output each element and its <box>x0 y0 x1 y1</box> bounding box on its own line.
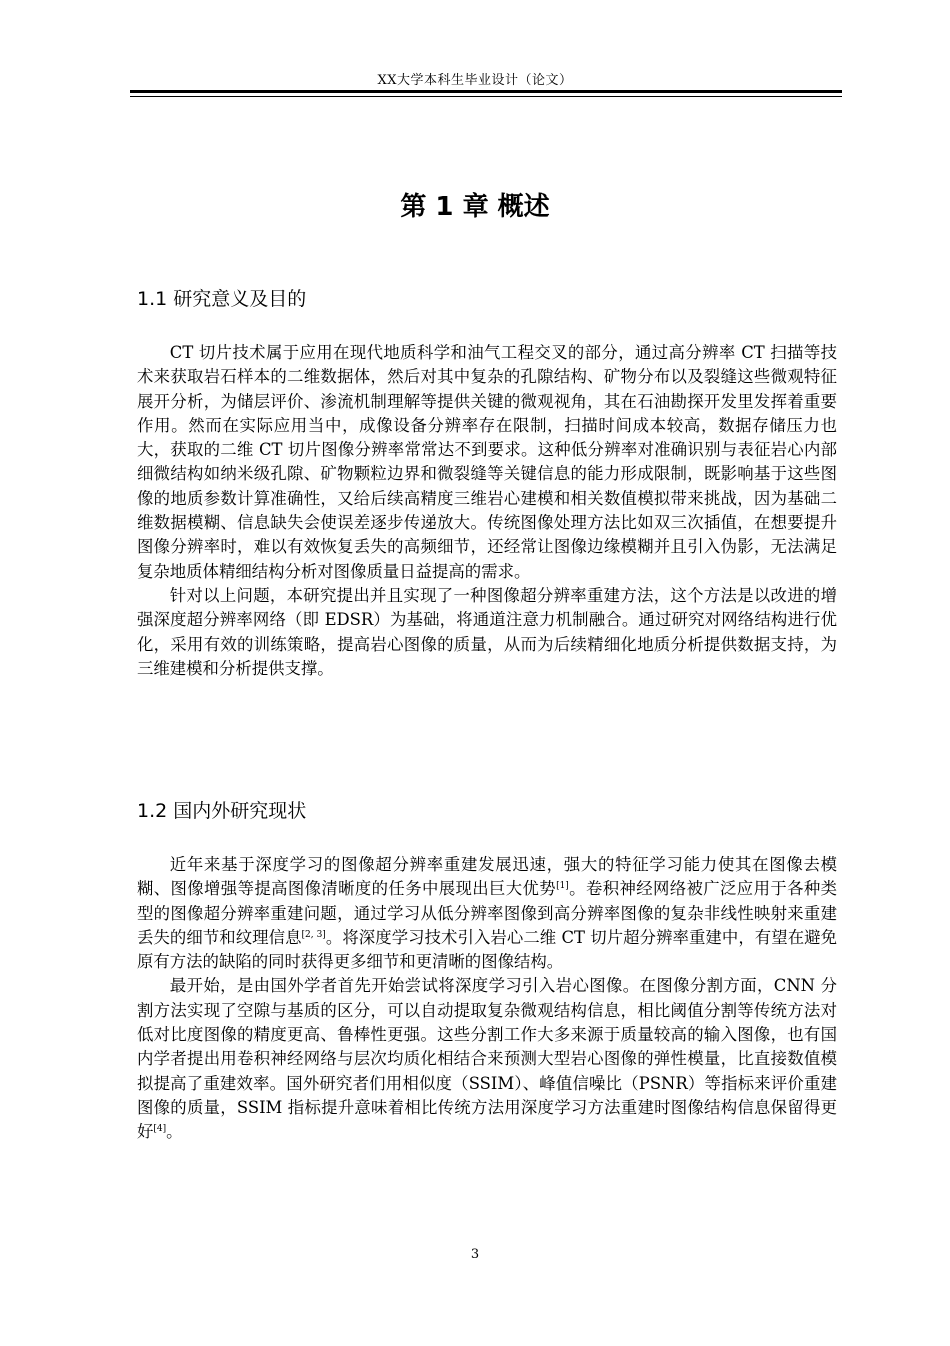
citation: [4] <box>153 1124 167 1135</box>
header-rule-thick <box>130 90 842 93</box>
paragraph-text: 。卷积神经网络被广泛应用于各种类型的图像超分辨率重建问题，通过学习从低分辨率图像到高分辨率图像的复杂非线性映射来重建丢失的细节和纹理信息 <box>137 879 838 947</box>
section-1-2-body <box>137 853 837 1145</box>
paragraph-text: 。 <box>166 1122 183 1142</box>
paragraph <box>137 853 837 974</box>
paragraph: CT 切片技术属于应用在现代地质科学和油气工程交叉的部分，通过高分辨率 CT 扫描等技术来获取岩石样本的二维数据体，然后对其中复杂的孔隙结构、矿物分布以及裂缝这些微观特征展开分析，为储层评价、渗流机制理解等提供关键的微观视角，其在石油勘探开发里发挥着重要作用。然而在实际应用当中，成像设备分辨率存在限制，扫描时间成本较高，数据存储压力也大，获取的二维 CT 切片图像分辨率常常达不到要求。这种低分辨率对准确识别与表征岩心内部细微结构如纳米级孔隙、矿物颗粒边界和微裂缝等关键信息的能力形成限制，既影响基于这些图像的地质参数计算准确性，又给后续高精度三维岩心建模和相关数值模拟带来挑战，因为基础二维数据模糊、信息缺失会使误差逐步传递放大。传统图像处理方法比如双三次插值，在想要提升图像分辨率时，难以有效恢复丢失的高频细节，还经常让图像边缘模糊并且引入伪影，无法满足复杂地质体精细结构分析对图像质量日益提高的需求。 <box>137 343 837 581</box>
paragraph-text: 最开始，是由国外学者首先开始尝试将深度学习引入岩心图像。在图像分割方面，CNN 分割方法实现了空隙与基质的区分，可以自动提取复杂微观结构信息，相比阈值分割等传统方法对低对比度图像的精度更高、鲁棒性更强。这些分割工作大多来源于质量较高的输入图像，也有国内学者提出用卷积神经网络与层次均质化相结合来预测大型岩心图像的弹性模量，比直接数值模拟提高了重建效率。国外研究者们用相似度（SSIM）、峰值信噪比（PSNR）等指标来评价重建图像的质量，SSIM 指标提升意味着相比传统方法用深度学习方法重建时图像结构信息保留得更好 <box>137 976 837 1142</box>
chapter-title: 第 1 章 概述 <box>400 192 550 222</box>
header-rule-thin <box>130 96 842 97</box>
paragraph <box>137 974 837 1144</box>
section-heading-1-1: 1.1 研究意义及目的 <box>137 288 307 310</box>
paragraph: 针对以上问题，本研究提出并且实现了一种图像超分辨率重建方法，这个方法是以改进的增强深度超分辨率网络（即 EDSR）为基础，将通道注意力机制融合。通过研究对网络结构进行优化，采用有效的训练策略，提高岩心图像的质量，从而为后续精细化地质分析提供数据支持，为三维建模和分析提供支撑。 <box>137 585 837 678</box>
running-header: XX大学本科生毕业设计（论文） <box>377 73 573 88</box>
paragraph-text: 近年来基于深度学习的图像超分辨率重建发展迅速，强大的特征学习能力使其在图像去模糊、图像增强等提高图像清晰度的任务中展现出巨大优势 <box>137 855 837 899</box>
section-1-1-body <box>137 341 837 681</box>
citation: [1] <box>556 881 569 892</box>
section-heading-1-2: 1.2 国内外研究现状 <box>137 800 307 822</box>
paragraph-text: 。将深度学习技术引入岩心二维 CT 切片超分辨率重建中，有望在避免原有方法的缺陷的同时获得更多细节和更清晰的图像结构。 <box>137 927 837 972</box>
page-number: 3 <box>470 1247 480 1262</box>
citation: [2, 3] <box>301 929 326 940</box>
